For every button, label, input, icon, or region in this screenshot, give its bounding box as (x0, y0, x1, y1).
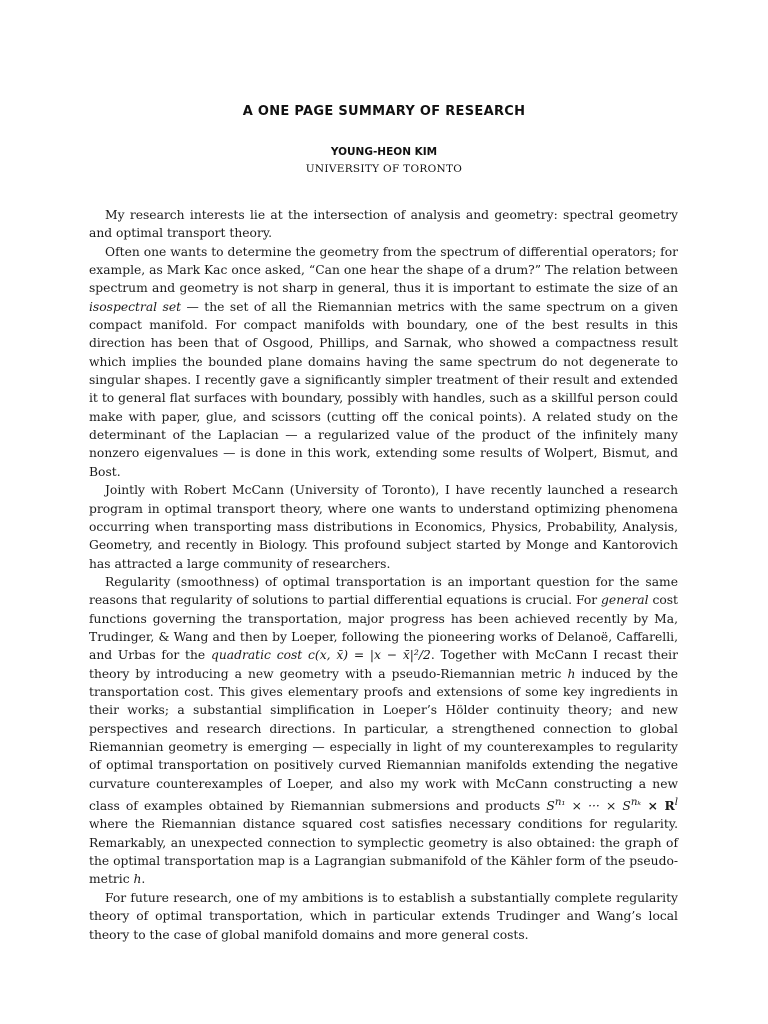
emphasis-isospectral-set: isospectral set (89, 299, 182, 314)
formula-product-space (546, 796, 678, 814)
formula-superscript: n₁ (554, 796, 566, 808)
paragraph-text: Jointly with Robert McCann (University of Toronto), I have recently launched a research program in optimal transport theory, where one wants to understand optimizing phenomena occurring when transporting mass distributions in Economics, Physics, Probability, Analysis, Geometry, and recently in Biology. This profound subject started by Monge and Kantorovich has attracted a large community of researchers. (89, 483, 678, 571)
paragraph-text: where the Riemannian distance squared cost satisfies necessary conditions for regularity. Remarkably, an unexpected connection to symplectic geometry is also obtained: the graph of the optimal transportation map is a Lagrangian submanifold of the Kähler form of the pseudo-metric (89, 817, 678, 887)
paragraph-text: induced by the transportation cost. This gives elementary proofs and extensions of some key ingredients in their works; a substantial simplification in Loeper’s Hölder continuity theory; and new perspectives and research directions. In particular, a strengthened connection to global Riemannian geometry is emerging — especially in light of my counterexamples to regularity of optimal transportation on positively curved Riemannian manifolds extending the negative curvature counterexamples of Loeper, and also my work with McCann constructing a new class of examples obtained by Riemannian submersions and products (89, 666, 678, 814)
paragraph-text: My research interests lie at the intersection of analysis and geometry: spectral geometry and optimal transport theory. (89, 208, 678, 241)
formula-superscript: nₖ (630, 796, 642, 808)
paragraph-text: For future research, one of my ambitions is to establish a substantially complete regularity theory of optimal transportation, which in particular extends Trudinger and Wang’s local theory to the case of global manifold domains and more general costs. (89, 890, 678, 942)
symbol-h: h (567, 666, 576, 681)
paragraph-regularity (89, 573, 678, 889)
paragraph-text: Often one wants to determine the geometry from the spectrum of differential operators; for example, as Mark Kac once asked, “Can one hear the shape of a drum?” The relation between spectrum and geometry is not sharp in general, thus it is important to estimate the size of an (89, 244, 678, 296)
paragraph-text: — the set of all the Riemannian metrics with the same spectrum on a given compact manifold. For compact manifolds with boundary, one of the best results in this direction has been that of Osgood, Phillips, and Sarnak, who showed a compactness result which implies the bounded plane domains having the same spectrum do not degenerate to singular shapes. I recently gave a significantly simpler treatment of their result and extended it to general flat surfaces with boundary, possibly with handles, such as a skillful person could make with paper, glue, and scissors (cutting off the conical points). A related study on the determinant of the Laplacian — a regularized value of the product of the infinitely many nonzero eigenvalues — is done in this work, extending some results of Wolpert, Bismut, and Bost. (89, 299, 679, 479)
formula-part: × R (641, 798, 675, 814)
paragraph-optimal-transport (89, 481, 678, 573)
emphasis-quadratic-cost: quadratic cost (210, 648, 303, 663)
formula-superscript: l (674, 796, 678, 808)
paper-title: A ONE PAGE SUMMARY OF RESEARCH (242, 104, 526, 119)
symbol-h: h (133, 872, 142, 887)
paper-body (89, 206, 678, 944)
paragraph-spectral-geometry (89, 243, 678, 481)
paragraph-text: . Together with McCann I recast their theory by introducing a new geometry with a pseudo-Riemannian metric (89, 648, 678, 681)
formula-part: S (546, 799, 555, 814)
paragraph-future-research (89, 889, 678, 944)
formula-quadratic-cost: c(x, x̄) = |x − x̄|²/2 (302, 648, 431, 663)
paragraph-research-interests (89, 206, 678, 243)
formula-part: × ··· × S (565, 799, 631, 814)
paragraph-text: Regularity (smoothness) of optimal transportation is an important question for the same reasons that regularity of solutions to partial differential equations is crucial. For (89, 574, 678, 608)
author-affiliation: UNIVERSITY OF TORONTO (305, 163, 463, 175)
emphasis-general: general (601, 593, 649, 608)
paragraph-text: . (141, 872, 146, 887)
paragraph-text: cost functions governing the transportation, major progress has been achieved recently by Ma, Trudinger, & Wang and then by Loeper, following the pioneering works of Delanoë, Caffarelli, and Urbas for the (89, 593, 679, 663)
author-name: YOUNG-HEON KIM (330, 146, 438, 158)
